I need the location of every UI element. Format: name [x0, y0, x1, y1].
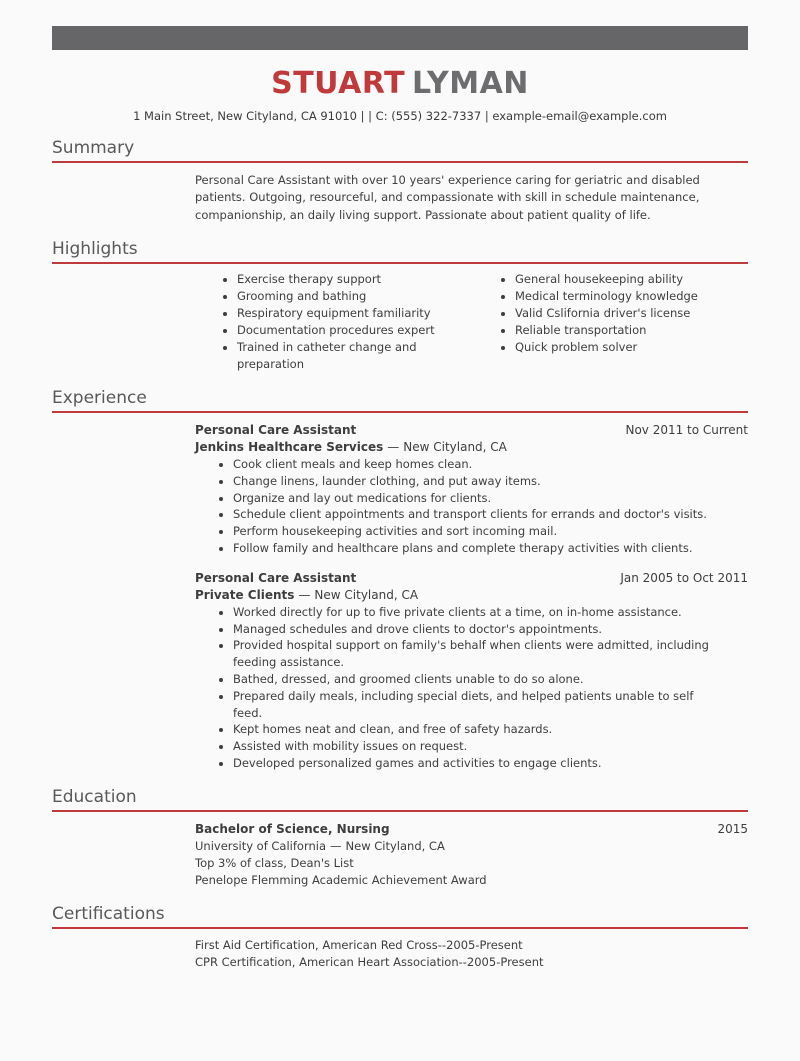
- job-bullet-list: [195, 456, 710, 557]
- education-entry: [52, 821, 748, 889]
- highlight-item: • Medical terminology knowledge: [515, 288, 751, 305]
- highlight-item: • Valid Cslifornia driver's license: [515, 305, 751, 322]
- job-title: Personal Care Assistant: [195, 423, 357, 437]
- highlight-item: • General housekeeping ability: [515, 271, 751, 288]
- highlight-item: • Reliable transportation: [515, 322, 751, 339]
- job-location: New Cityland, CA: [314, 587, 419, 602]
- candidate-first-name: STUART: [271, 66, 406, 101]
- summary-heading: Summary: [52, 138, 748, 163]
- education-heading: Education: [52, 787, 748, 812]
- candidate-name: [52, 68, 748, 100]
- experience-job-1: [52, 422, 748, 557]
- job-bullet: • Follow family and healthcare plans and complete therapy activities with clients.: [233, 540, 710, 557]
- job-bullet: • Developed personalized games and activities to engage clients.: [233, 755, 710, 772]
- education-degree: Bachelor of Science, Nursing: [195, 821, 390, 836]
- job-dates: Nov 2011 to Current: [625, 423, 748, 437]
- job-bullet: • Perform housekeeping activities and sort incoming mail.: [233, 523, 710, 540]
- job-company: Jenkins Healthcare Services: [195, 440, 384, 454]
- education-school-row: [195, 838, 748, 855]
- highlights-heading: Highlights: [52, 239, 748, 264]
- top-accent-bar: [52, 26, 748, 50]
- education-location: New Cityland, CA: [345, 838, 445, 853]
- job-company-row: [195, 439, 748, 456]
- education-degree-row: [195, 821, 748, 838]
- section-education: [52, 787, 748, 889]
- job-title-row: [195, 422, 748, 439]
- highlight-item: • Trained in catheter change and preparation: [237, 339, 473, 373]
- job-dates: Jan 2005 to Oct 2011: [620, 570, 748, 585]
- highlights-list-2: [473, 271, 751, 356]
- resume-page: [0, 26, 800, 972]
- candidate-last-name: LYMAN: [412, 66, 529, 101]
- highlights-columns: [195, 271, 751, 373]
- company-location-separator: —: [387, 440, 400, 454]
- job-bullet: • Managed schedules and drove clients to doctor's appointments.: [233, 621, 710, 638]
- highlight-item: • Documentation procedures expert: [237, 322, 473, 339]
- job-company-row: [195, 587, 748, 604]
- summary-text: Personal Care Assistant with over 10 years' experience caring for geriatric and disabled patients. Outgoing, resourceful, and compassionate with skill in schedule maintenance, companionship, an daily living support. Passionate about patient quality of life.: [195, 172, 700, 222]
- job-bullet: • Cook client meals and keep homes clean.: [233, 456, 710, 473]
- experience-heading: Experience: [52, 388, 748, 413]
- job-title-row: [195, 570, 748, 587]
- job-bullet: • Assisted with mobility issues on request.: [233, 738, 710, 755]
- highlight-item: • Quick problem solver: [515, 339, 751, 356]
- contact-line: 1 Main Street, New Cityland, CA 91010 | | C: (555) 322-7337 | example-email@example.com: [133, 108, 667, 123]
- job-bullet: • Provided hospital support on family's behalf when clients were admitted, including feeding assistance.: [233, 637, 710, 671]
- section-certifications: [52, 904, 748, 972]
- job-bullet: • Organize and lay out medications for clients.: [233, 490, 710, 507]
- highlight-item: • Exercise therapy support: [237, 271, 473, 288]
- company-location-separator: —: [298, 587, 311, 602]
- highlight-item: • Grooming and bathing: [237, 288, 473, 305]
- job-bullet: • Change linens, launder clothing, and put away items.: [233, 473, 710, 490]
- certification-item: CPR Certification, American Heart Association--2005-Present: [195, 955, 544, 970]
- job-bullet-list: [195, 604, 710, 772]
- certification-lines: [195, 937, 748, 972]
- section-highlights: [52, 239, 748, 373]
- education-detail-line: Top 3% of class, Dean's List: [195, 855, 354, 870]
- education-year: 2015: [717, 821, 748, 836]
- job-bullet: • Bathed, dressed, and groomed clients unable to do so alone.: [233, 671, 710, 688]
- education-details: [195, 838, 748, 889]
- education-detail-line: Penelope Flemming Academic Achievement Award: [195, 872, 487, 887]
- school-location-separator: —: [330, 838, 342, 853]
- section-summary: [52, 138, 748, 225]
- job-location: New Cityland, CA: [403, 440, 507, 454]
- highlights-list-1: [195, 271, 473, 373]
- job-bullet: • Prepared daily meals, including special diets, and helped patients unable to self feed.: [233, 688, 710, 722]
- job-bullet: • Worked directly for up to five private clients at a time, on in-home assistance.: [233, 604, 710, 621]
- job-title: Personal Care Assistant: [195, 570, 357, 585]
- highlights-column-2: [473, 271, 751, 373]
- section-experience: [52, 388, 748, 772]
- highlights-column-1: [195, 271, 473, 373]
- certification-item: First Aid Certification, American Red Cross--2005-Present: [195, 937, 523, 952]
- certifications-heading: Certifications: [52, 904, 748, 929]
- job-company: Private Clients: [195, 587, 295, 602]
- education-school: University of California: [195, 838, 327, 853]
- job-bullet: • Kept homes neat and clean, and free of safety hazards.: [233, 721, 710, 738]
- highlight-item: • Respiratory equipment familiarity: [237, 305, 473, 322]
- experience-job-2: [52, 570, 748, 772]
- job-bullet: • Schedule client appointments and transport clients for errands and doctor's visits.: [233, 506, 710, 523]
